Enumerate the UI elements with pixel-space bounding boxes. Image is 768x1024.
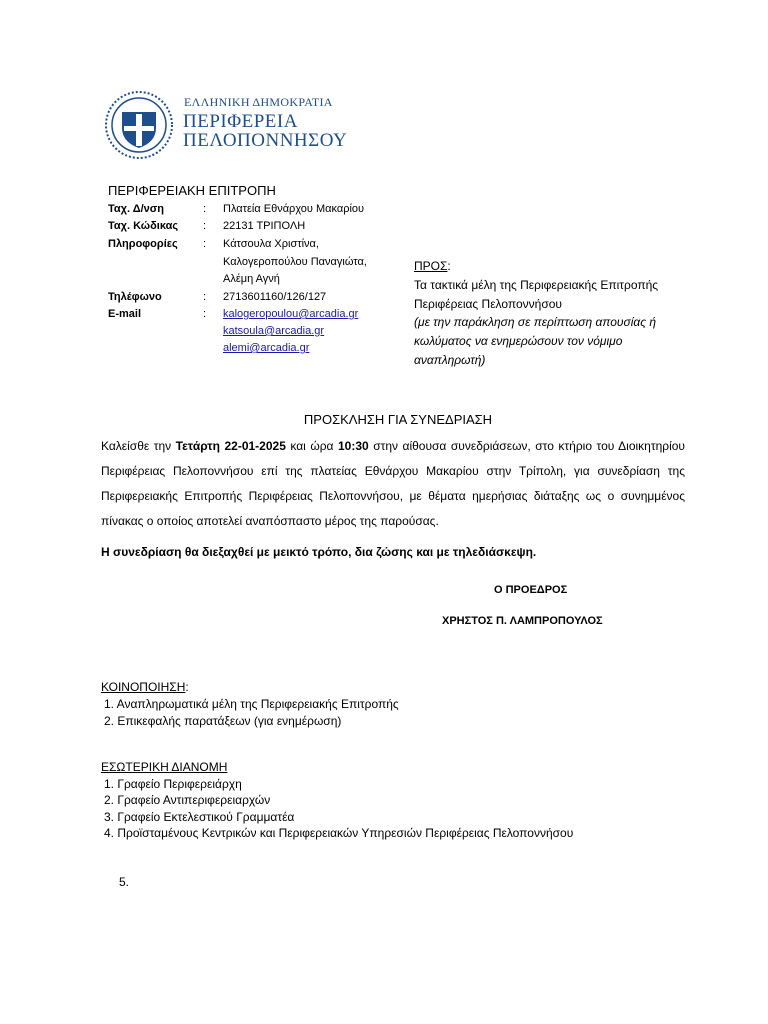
contact-line: Αλέμη Αγνή — [223, 273, 280, 285]
email-label: E-mail — [108, 308, 142, 320]
recipient-title: ΠΡΟΣ — [414, 259, 448, 273]
colon: : — [203, 308, 207, 320]
invitation-title: ΠΡΟΣΚΛΗΣΗ ΓΙΑ ΣΥΝΕΔΡΙΑΣΗ — [303, 412, 493, 427]
department-title: ΠΕΡΙΦΕΡΕΙΑΚΗ ΕΠΙΤΡΟΠΗ — [108, 183, 276, 198]
colon: : — [203, 291, 207, 303]
list-item: 4. Προϊσταμένους Κεντρικών και Περιφερειακών Υπηρεσιών Περιφέρειας Πελοποννήσου — [104, 826, 574, 840]
recipient-line: Τα τακτικά μέλη της Περιφερειακής Επιτροπής — [414, 278, 659, 292]
recipient-line: Περιφέρειας Πελοποννήσου — [414, 297, 562, 311]
phone-label: Τηλέφωνο — [108, 291, 162, 303]
email-link[interactable]: alemi@arcadia.gr — [223, 342, 310, 354]
address-label: Ταχ. Δ/νση — [108, 203, 165, 215]
recipient-heading: ΠΡΟΣ: — [414, 259, 451, 273]
logo-text-republic: ΕΛΛΗΝΙΚΗ ΔΗΜΟΚΡΑΤΙΑ — [184, 95, 333, 109]
invitation-text: Καλείσθε την — [101, 439, 176, 453]
president-title: Ο ΠΡΟΕΔΡΟΣ — [494, 584, 568, 596]
phone-value: 2713601160/126/127 — [223, 291, 327, 303]
email-link[interactable]: kalogeropoulou@arcadia.gr — [223, 308, 359, 320]
contact-line: Καλογεροπούλου Παναγιώτα, — [223, 256, 367, 268]
email-link[interactable]: katsoula@arcadia.gr — [223, 325, 325, 337]
list-item: 3. Γραφείο Εκτελεστικού Γραμματέα — [104, 810, 295, 824]
notification-heading: ΚΟΙΝΟΠΟΙΗΣΗ: — [101, 680, 189, 694]
recipient-note: (με την παράκληση σε περίπτωση απουσίας ή — [414, 315, 657, 329]
colon: : — [203, 220, 207, 232]
meeting-time: 10:30 — [337, 439, 369, 453]
list-item: 5. — [119, 875, 130, 889]
recipient-note: κωλύματος να ενημερώσουν τον νόμιμο — [414, 334, 623, 348]
colon: : — [203, 203, 207, 215]
recipient-note: αναπληρωτή) — [414, 353, 486, 367]
logo-text-region: ΠΕΡΙΦΕΡΕΙΑ — [183, 111, 298, 132]
meeting-date: Τετάρτη 22-01-2025 — [175, 439, 286, 453]
notification-title: ΚΟΙΝΟΠΟΙΗΣΗ — [101, 680, 186, 694]
postcode-label: Ταχ. Κώδικας — [108, 220, 179, 232]
internal-distribution-title: ΕΣΩΤΕΡΙΚΗ ΔΙΑΝΟΜΗ — [101, 760, 228, 774]
contact-line: Κάτσουλα Χριστίνα, — [223, 238, 319, 250]
invitation-paragraph — [101, 434, 685, 534]
address-value: Πλατεία Εθνάρχου Μακαρίου — [223, 203, 365, 215]
contact-label: Πληροφορίες — [108, 238, 178, 250]
president-name: ΧΡΗΣΤΟΣ Π. ΛΑΜΠΡΟΠΟΥΛΟΣ — [442, 615, 603, 627]
invitation-text: στην αίθουσα συνεδριάσεων, στο κτήριο του Διοικητηρίου Περιφέρειας Πελοποννήσου επί της πλατείας Εθνάρχου Μακαρίου στην Τρίπολη, για συνεδρίαση της Περιφερειακής Επιτροπής Περιφέρειας Πελοποννήσου, με θέματα ημερήσιας διάταξης ως ο συνημμένος πίνακας ο οποίος αποτελεί αναπόσπαστο μέρος της παρούσας. — [101, 439, 685, 528]
list-item: 1. Αναπληρωματικά μέλη της Περιφερειακής Επιτροπής — [104, 697, 399, 711]
list-item: 2. Γραφείο Αντιπεριφερειαρχών — [104, 793, 271, 807]
list-item: 2. Επικεφαλής παρατάξεων (για ενημέρωση) — [104, 714, 342, 728]
logo-text-peloponnese: ΠΕΛΟΠΟΝΝΗΣΟΥ — [183, 130, 348, 151]
list-item: 1. Γραφείο Περιφερειάρχη — [104, 777, 242, 791]
colon: : — [203, 238, 207, 250]
hybrid-meeting-note: Η συνεδρίαση θα διεξαχθεί με μεικτό τρόπο, δια ζώσης και με τηλεδιάσκεψη. — [101, 545, 537, 559]
coat-of-arms-emblem — [104, 90, 174, 160]
invitation-text: και ώρα — [285, 439, 338, 453]
postcode-value: 22131 ΤΡΙΠΟΛΗ — [223, 220, 306, 232]
